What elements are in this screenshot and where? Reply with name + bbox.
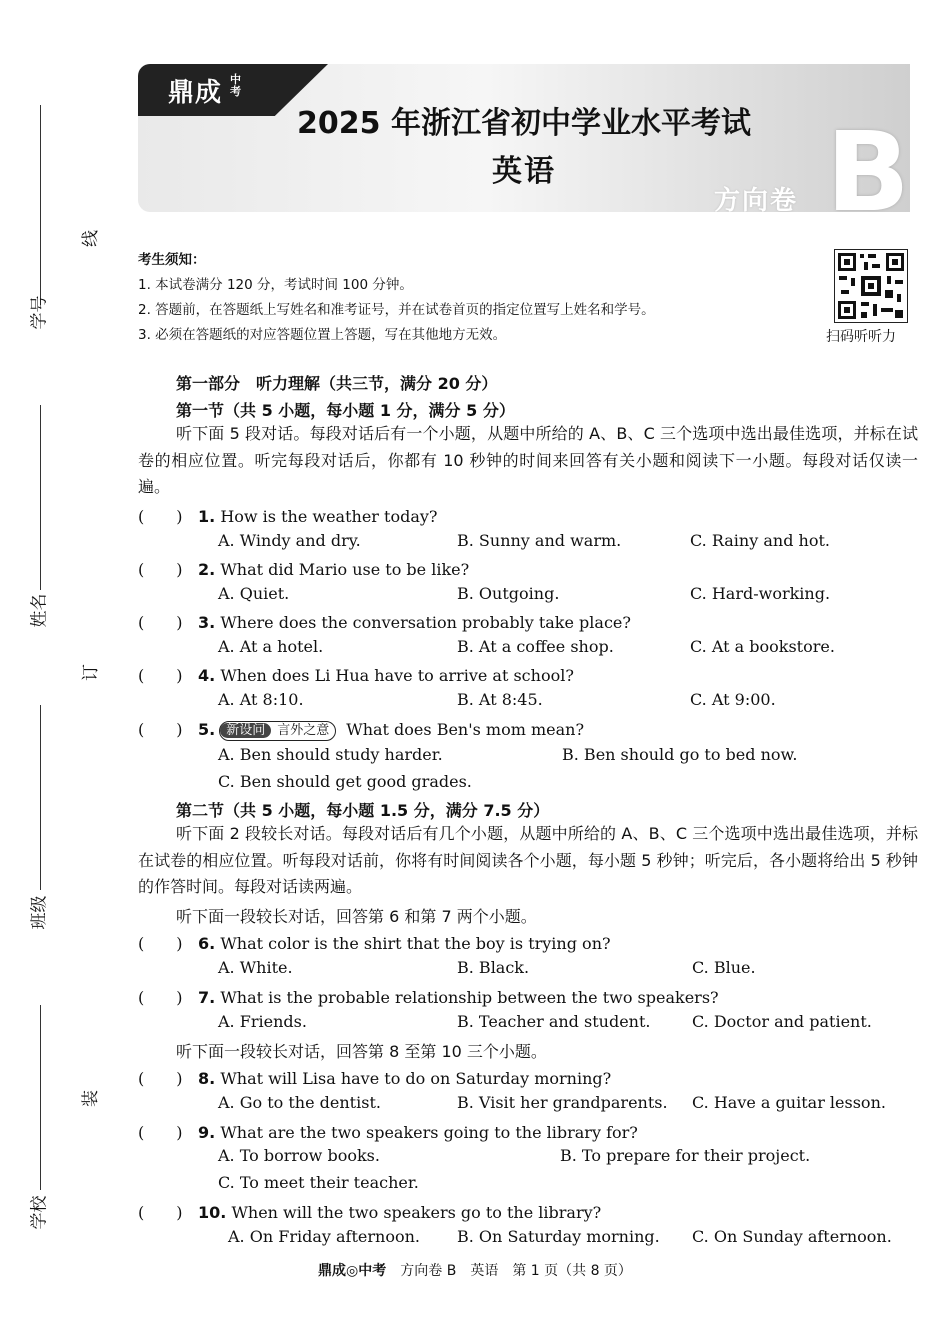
question-text: What are the two speakers going to the library for? — [220, 1123, 638, 1142]
intro-q8-q10: 听下面一段较长对话，回答第 8 至第 10 三个小题。 — [176, 1042, 547, 1061]
qr-code[interactable] — [834, 249, 908, 323]
option-b: B. To prepare for their project. — [560, 1146, 811, 1165]
option-c: C. Doctor and patient. — [692, 1012, 872, 1031]
option-b: B. At 8:45. — [457, 690, 543, 709]
answer-blank[interactable]: ( ) — [138, 1069, 183, 1088]
option-a: A. At 8:10. — [218, 690, 304, 709]
question-text: Where does the conversation probably take place? — [220, 613, 631, 632]
question-1 — [138, 504, 437, 527]
notice-title: 考生须知： — [138, 252, 206, 268]
page-footer — [0, 1260, 950, 1280]
answer-blank[interactable]: ( ) — [138, 507, 183, 526]
notice-item: 2. 答题前，在答题纸上写姓名和准考证号，并在试卷首页的指定位置写上姓名和学号。 — [138, 302, 655, 318]
part1-title: 第一部分 听力理解（共三节，满分 20 分） — [176, 374, 498, 393]
section1-title: 第一节（共 5 小题，每小题 1 分，满分 5 分） — [176, 401, 515, 420]
question-number: 8. — [198, 1069, 216, 1088]
question-10 — [138, 1200, 601, 1223]
option-b: B. Black. — [457, 958, 530, 977]
option-a: A. Friends. — [218, 1012, 307, 1031]
answer-blank[interactable]: ( ) — [138, 666, 183, 685]
margin-label-name: 姓名 — [29, 593, 50, 628]
question-2 — [138, 557, 469, 580]
intro-q6-q7: 听下面一段较长对话，回答第 6 和第 7 两个小题。 — [176, 907, 537, 926]
option-c: C. At 9:00. — [690, 690, 776, 709]
qr-caption: 扫码听听力 — [826, 329, 896, 345]
exam-subject: 英语 — [492, 154, 556, 189]
option-a: A. Ben should study harder. — [218, 745, 443, 764]
notice-item: 1. 本试卷满分 120 分，考试时间 100 分钟。 — [138, 277, 413, 293]
question-5 — [138, 717, 584, 741]
exam-header — [138, 64, 910, 212]
option-b: B. On Saturday morning. — [457, 1227, 660, 1246]
option-c: C. Blue. — [692, 958, 756, 977]
option-a: A. At a hotel. — [218, 637, 324, 656]
question-text: When will the two speakers go to the library? — [231, 1203, 602, 1222]
margin-label-student-id: 学号 — [29, 295, 50, 330]
question-4 — [138, 663, 574, 686]
option-c: C. Rainy and hot. — [690, 531, 830, 550]
option-b: B. Teacher and student. — [457, 1012, 651, 1031]
question-text: When does Li Hua have to arrive at school? — [220, 666, 574, 685]
section2-title: 第二节（共 5 小题，每小题 1.5 分，满分 7.5 分） — [176, 801, 550, 820]
answer-blank[interactable]: ( ) — [138, 1203, 183, 1222]
margin-blank-line — [40, 405, 41, 590]
qr-code-icon — [835, 250, 907, 322]
question-number: 4. — [198, 666, 216, 685]
option-c: C. Hard-working. — [690, 584, 831, 603]
answer-blank[interactable]: ( ) — [138, 1123, 183, 1142]
question-9 — [138, 1120, 638, 1143]
version-letter: B — [826, 108, 910, 212]
answer-blank[interactable]: ( ) — [138, 720, 183, 739]
question-text: What did Mario use to be like? — [220, 560, 470, 579]
option-c: C. Ben should get good grades. — [218, 772, 472, 791]
footer-brand: 鼎成◎中考 — [318, 1263, 387, 1279]
question-number: 2. — [198, 560, 216, 579]
question-number: 7. — [198, 988, 216, 1007]
question-text: What color is the shirt that the boy is trying on? — [220, 934, 611, 953]
question-number: 9. — [198, 1123, 216, 1142]
question-number: 1. — [198, 507, 216, 526]
exam-notice — [138, 248, 655, 348]
option-a: A. To borrow books. — [218, 1146, 380, 1165]
question-number: 3. — [198, 613, 216, 632]
margin-label-class: 班级 — [29, 895, 50, 930]
option-b: B. Visit her grandparents. — [457, 1093, 668, 1112]
option-a: A. White. — [218, 958, 293, 977]
version-label: 方向卷 — [714, 186, 799, 212]
question-text: What is the probable relationship between the two speakers? — [220, 988, 719, 1007]
margin-label-line: 线 — [81, 230, 101, 247]
notice-item: 3. 必须在答题纸的对应答题位置上答题，写在其他地方无效。 — [138, 327, 507, 343]
option-a: A. Windy and dry. — [218, 531, 361, 550]
option-c: C. Have a guitar lesson. — [692, 1093, 886, 1112]
margin-label-bind: 装 — [81, 1090, 101, 1107]
option-a: A. Go to the dentist. — [218, 1093, 381, 1112]
option-b: B. Sunny and warm. — [457, 531, 622, 550]
margin-label-school: 学校 — [29, 1195, 50, 1230]
brand-logo-sub: 中考 — [230, 73, 241, 98]
question-3 — [138, 610, 631, 633]
question-text: What does Ben's mom mean? — [346, 720, 585, 739]
answer-blank[interactable]: ( ) — [138, 934, 183, 953]
tag-new-question: 新设问 — [220, 723, 271, 738]
option-a: A. Quiet. — [218, 584, 290, 603]
margin-blank-line — [40, 1005, 41, 1190]
option-c: C. To meet their teacher. — [218, 1173, 419, 1192]
margin-label-staple: 订 — [81, 664, 101, 681]
section1-instructions: 听下面 5 段对话。每段对话后有一个小题，从题中所给的 A、B、C 三个选项中选出最佳选项，并标在试卷的相应位置。听完每段对话后，你都有 10 秒钟的时间来回答有关小题和阅读下一小题。每段对话仅读一遍。 — [138, 424, 918, 496]
exam-title: 2025 年浙江省初中学业水平考试 — [297, 106, 751, 141]
brand-logo: 鼎成 — [168, 78, 223, 108]
option-b: B. Outgoing. — [457, 584, 560, 603]
question-tag — [219, 721, 336, 741]
question-7 — [138, 985, 719, 1008]
question-text: How is the weather today? — [220, 507, 438, 526]
option-c: C. On Sunday afternoon. — [692, 1227, 892, 1246]
question-number: 10. — [198, 1203, 227, 1222]
tag-implied-meaning: 言外之意 — [277, 723, 330, 738]
option-b: B. Ben should go to bed now. — [562, 745, 798, 764]
answer-blank[interactable]: ( ) — [138, 613, 183, 632]
margin-blank-line — [40, 105, 41, 305]
section2-instructions: 听下面 2 段较长对话。每段对话后有几个小题，从题中所给的 A、B、C 三个选项中选出最佳选项，并标在试卷的相应位置。听每段对话前，你将有时间阅读各个小题，每小题 5 秒钟；听完后，各小题将给出 5 秒钟的作答时间。每段对话读两遍。 — [138, 824, 918, 896]
question-6 — [138, 931, 611, 954]
margin-blank-line — [40, 705, 41, 890]
option-c: C. At a bookstore. — [690, 637, 835, 656]
answer-blank[interactable]: ( ) — [138, 988, 183, 1007]
option-a: A. On Friday afternoon. — [228, 1227, 420, 1246]
footer-page-info: 方向卷 B 英语 第 1 页（共 8 页） — [400, 1263, 632, 1279]
question-8 — [138, 1066, 611, 1089]
question-number: 5. — [198, 720, 216, 739]
option-b: B. At a coffee shop. — [457, 637, 614, 656]
question-text: What will Lisa have to do on Saturday morning? — [220, 1069, 612, 1088]
answer-blank[interactable]: ( ) — [138, 560, 183, 579]
question-number: 6. — [198, 934, 216, 953]
